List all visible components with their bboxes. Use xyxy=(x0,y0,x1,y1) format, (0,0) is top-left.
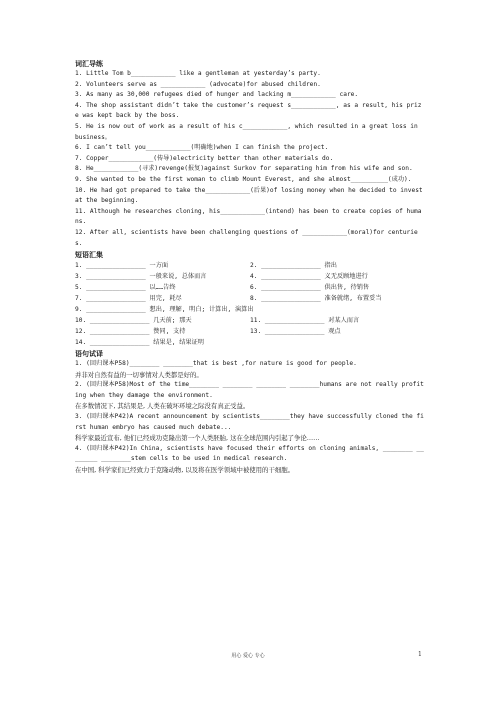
phrases-heading: 短语汇集 xyxy=(75,251,103,260)
sentence-item: 4. (回归课本P42)In China, scientists have focused their efforts on cloning animals, ________ ________ ________stem cells to be used in medical research. xyxy=(75,444,424,463)
phrase-item: 6. ________________ 供出售, 待销售 xyxy=(250,284,370,292)
phrase-item: 4. ________________ 义无反顾地进行 xyxy=(250,273,368,281)
phrase-row xyxy=(75,271,425,282)
phrase-item: 13. ________________ 观点 xyxy=(250,328,341,336)
vocab-item: 4. The shop assistant didn’t take the customer’s request s____________, as a result, his prize was kept back by the boss. xyxy=(75,101,422,120)
sentence-translation: 在中国, 科学家们已经致力于克隆动物, 以及将在医学领域中被使用的干细胞。 xyxy=(75,466,295,475)
sentence-item: 3. (回归课本P42)A recent announcement by scientists________they have successfully cloned the first human embryo has caused much debate... xyxy=(75,413,424,431)
sentence-translation: 在多数情况下, 其结果是, 人类在破坏环境之际没有真正受益。 xyxy=(75,402,250,411)
phrase-row xyxy=(75,315,425,326)
phrase-item: 11. ________________ 对某人而言 xyxy=(250,317,360,325)
vocab-item: 9. She wanted to be the first woman to climb Mount Everest, and she almost__________(成功). xyxy=(75,175,412,183)
phrase-item: 7. ________________ 用完, 耗尽 xyxy=(75,295,182,303)
vocab-item: 10. He had got prepared to take the____________(后果)of losing money when he decided to invest at the beginning. xyxy=(75,186,427,205)
page-number: 1 xyxy=(418,651,422,658)
sentences-heading: 语句试译 xyxy=(75,350,103,359)
vocab-heading: 词汇导练 xyxy=(75,60,103,68)
phrase-item: 8. ________________ 准备就绪, 布置妥当 xyxy=(250,295,382,303)
sentence-item: 2. (回归课本P58)Most of the time________ ________ ________ ________humans are not really profiting when they damage the environment. xyxy=(75,381,424,399)
phrase-row xyxy=(75,293,425,304)
phrase-item: 1. ________________ 一方面 xyxy=(75,262,169,270)
phrase-row xyxy=(75,304,425,315)
phrase-item: 2. ________________ 指出 xyxy=(250,262,337,270)
phrase-row xyxy=(75,282,425,293)
phrase-item: 5. ________________ 以……告终 xyxy=(75,284,176,292)
vocab-item: 1. Little Tom b____________ like a gentleman at yesterday’s party. xyxy=(75,70,321,77)
vocab-item: 7. Copper____________(传导)electricity better than other materials do. xyxy=(75,154,334,162)
phrase-row xyxy=(75,337,425,348)
vocab-item: 5. He is now out of work as a result of his c____________, which resulted in a great loss in business。 xyxy=(75,122,422,141)
vocab-item: 2. Volunteers serve as ____________ (advocate)for abused children. xyxy=(75,80,321,88)
phrase-item: 12. ________________ 赞同, 支持 xyxy=(75,328,186,336)
sentence-translation: 科学家最近宣布, 他们已经成功克隆出第一个人类胚胎, 这在全球范围内引起了争论…… xyxy=(75,434,320,443)
vocab-item: 8. He____________(寻求)revenge(报复)against Surkov for separating him from his wife and son. xyxy=(75,165,413,173)
vocab-item: 3. As many as 30,000 refugees died of hunger and lacking m____________ care. xyxy=(75,91,359,99)
phrase-item: 10. ________________ 几天前; 那天 xyxy=(75,317,192,325)
sentence-item: 1. (回归课本P58)________ ________that is best ,for nature is good for people. xyxy=(75,360,357,368)
vocab-item: 6. I can’t tell you____________(明确地)when I can finish the project. xyxy=(75,144,329,152)
vocab-item: 11. Although he researches cloning, his____________(intend) has been to create copies of humans. xyxy=(75,207,422,226)
phrase-item: 14. ________________ 结果是, 结果证明 xyxy=(75,339,204,347)
sentence-translation: 并非对自然有益的一切事情对人类都是好的。 xyxy=(75,370,203,379)
worksheet-content xyxy=(75,58,425,476)
phrase-item: 3. ________________ 一般来说, 总体而言 xyxy=(75,273,207,281)
footer-motto: 用心 爱心 专心 xyxy=(231,653,265,659)
phrase-row xyxy=(75,326,425,337)
phrase-row xyxy=(75,260,425,271)
vocab-item: 12. After all, scientists have been challenging questions of ____________(moral)for centuries. xyxy=(75,228,418,247)
phrase-item: 9. ________________ 想出, 理解, 明白; 计算出, 演算出 xyxy=(75,306,254,314)
